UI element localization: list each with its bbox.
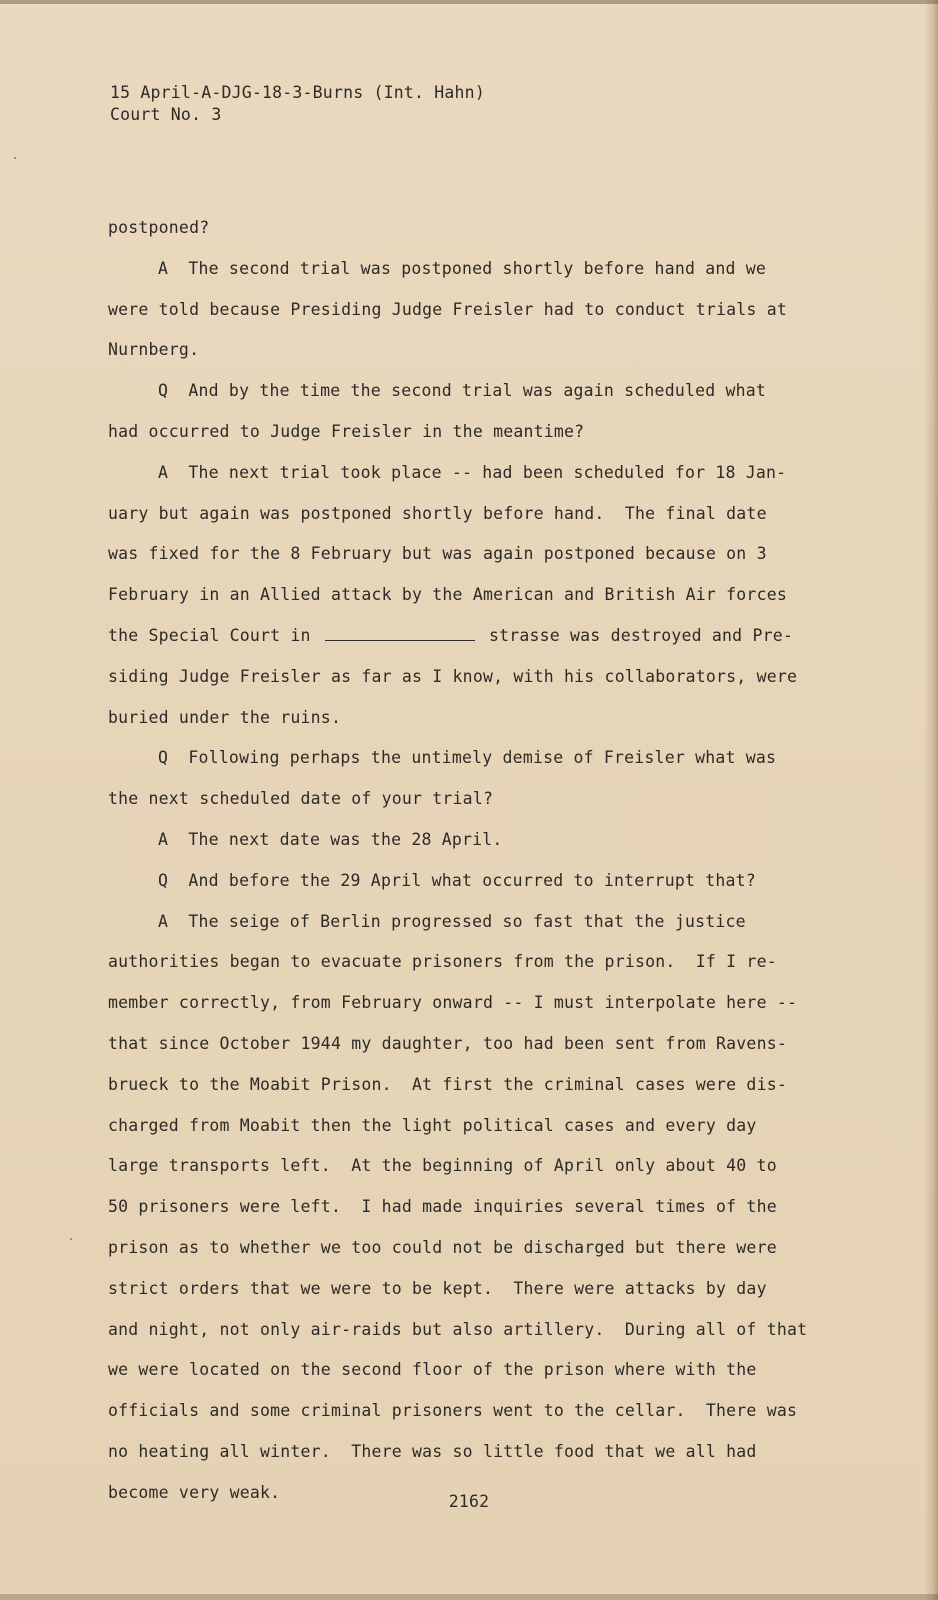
transcript-line: A The next date was the 28 April. <box>158 829 503 849</box>
transcript-line: that since October 1944 my daughter, too had been sent from Ravens- <box>108 1033 787 1053</box>
header-reference-line: 15 April-A-DJG-18-3-Burns (Int. Hahn) <box>110 83 485 102</box>
transcript-line: siding Judge Freisler as far as I know, with his collaborators, were <box>108 666 798 686</box>
transcript-line: A The second trial was postponed shortly before hand and we <box>158 258 767 278</box>
transcript-line: member correctly, from February onward -- I must interpolate here -- <box>108 993 798 1013</box>
transcript-line: large transports left. At the beginning of April only about 40 to <box>108 1156 777 1176</box>
transcript-line: A The next trial took place -- had been scheduled for 18 Jan- <box>158 462 787 482</box>
header-court-line: Court No. 3 <box>110 105 222 124</box>
transcript-line: uary but again was postponed shortly before hand. The final date <box>108 503 767 523</box>
transcript-line: authorities began to evacuate prisoners from the prison. If I re- <box>108 952 777 972</box>
transcript-line: strict orders that we were to be kept. There were attacks by day <box>108 1278 767 1298</box>
transcript-line: Q And before the 29 April what occurred to interrupt that? <box>158 870 756 890</box>
page-number: 2162 <box>448 1492 490 1511</box>
transcript-line: A The seige of Berlin progressed so fast that the justice <box>158 911 746 931</box>
transcript-line: was fixed for the 8 February but was again postponed because on 3 <box>108 544 767 564</box>
page-top-edge <box>0 0 938 4</box>
transcript-line: postponed? <box>108 218 210 237</box>
transcript-line: Q And by the time the second trial was again scheduled what <box>158 381 767 401</box>
transcript-line: buried under the ruins. <box>108 707 342 727</box>
transcript-line: we were located on the second floor of the prison where with the <box>108 1360 757 1380</box>
transcript-line-part: strasse was destroyed and Pre- <box>488 625 793 645</box>
transcript-body <box>108 208 808 1514</box>
transcript-line: the next scheduled date of your trial? <box>108 789 494 809</box>
transcript-line-part: the Special Court in <box>108 625 311 645</box>
transcript-line: prison as to whether we too could not be discharged but there were <box>108 1237 777 1257</box>
transcript-line: were told because Presiding Judge Freisler had to conduct trials at <box>108 299 787 319</box>
paper-speck <box>14 157 16 159</box>
blank-street-name <box>325 626 475 641</box>
transcript-line: February in an Allied attack by the American and British Air forces <box>108 585 787 605</box>
transcript-line: had occurred to Judge Freisler in the meantime? <box>108 421 585 441</box>
transcript-line: Q Following perhaps the untimely demise of Freisler what was <box>158 748 777 768</box>
transcript-line: Nurnberg. <box>108 340 200 360</box>
transcript-line: officials and some criminal prisoners went to the cellar. There was <box>108 1401 798 1421</box>
transcript-line: brueck to the Moabit Prison. At first the criminal cases were dis- <box>108 1074 787 1094</box>
page-right-edge <box>924 0 938 1600</box>
transcript-line: charged from Moabit then the light political cases and every day <box>108 1115 757 1135</box>
page-bottom-edge <box>0 1594 938 1600</box>
transcript-line: become very weak. <box>108 1482 281 1502</box>
paper-speck <box>70 1238 72 1240</box>
transcript-line: and night, not only air-raids but also artillery. During all of that <box>108 1319 808 1339</box>
transcript-line-with-blank <box>108 616 808 657</box>
transcript-line: 50 prisoners were left. I had made inquiries several times of the <box>108 1197 777 1217</box>
transcript-line: no heating all winter. There was so little food that we all had <box>108 1441 757 1461</box>
document-header <box>110 82 485 126</box>
